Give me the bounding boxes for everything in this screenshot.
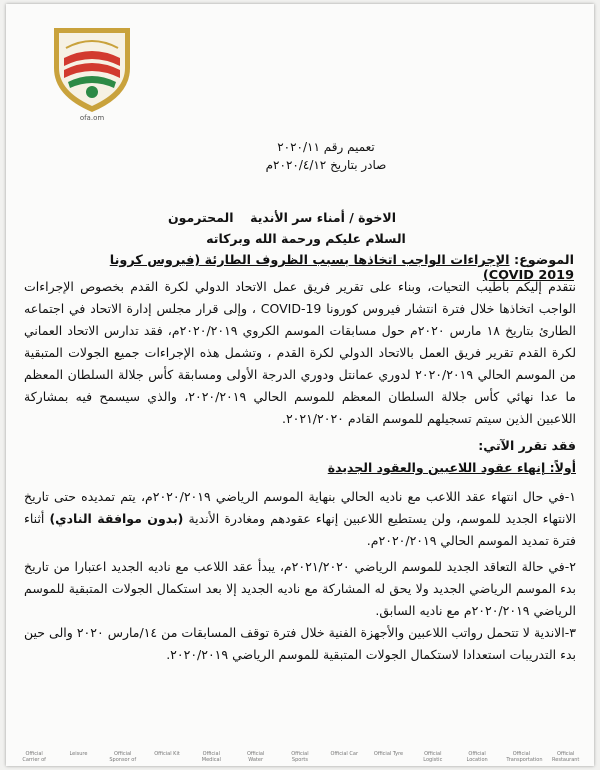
sponsor-label: Official Car <box>330 751 358 757</box>
subject-label: الموضوع: <box>513 253 574 268</box>
circular-number: تعميم رقم ٢٠٢٠/١١ <box>277 140 375 154</box>
sponsor-label: Official Sports <box>291 751 309 763</box>
addressee: الاخوة / أمناء سر الأندية <box>250 210 396 225</box>
issue-date: صادر بتاريخ ٢٠٢٠/٤/١٢م <box>265 158 387 172</box>
club-approval-note: (بدون موافقة النادي) <box>49 511 184 526</box>
intro-paragraph: نتقدم إليكم بأطيب التحيات، وبناء على تقرير فريق عمل الاتحاد الدولي لكرة القدم بخصوص الإجراءات الواجب اتخاذها خلال فترة انتشار فيروس كورونا COVID-19 ، وإلى قرار مجلس إدارة الاتحاد في اجتماعه الطارئ بتاريخ ١٨ مارس ٢٠٢٠م حول مسابقات الموسم الكروي ٢٠٢٠/٢٠١٩م، فقد تدارس الاتحاد العماني لكرة القدم تقرير فريق العمل بالاتحاد الدولي لكرة القدم ، وتشمل هذه الإجراءات جميع الجولات المتبقية من الموسم الحالي ٢٠٢٠/٢٠١٩ لدوري عمانتل ودوري الدرجة الأولى ومسابقة كأس جلالة السلطان المعظم ما عدا نهائي كأس جلالة السلطان المعظم للموسم الحالي ٢٠٢٠/٢٠١٩، والذي سيسمح فيه بمشاركة اللاعبين الذين سيتم تسجيلهم للموسم القادم ٢٠٢١/٢٠٢٠. <box>24 279 577 426</box>
sponsor-footer <box>6 751 594 765</box>
sponsor-label: Official Sponsor of <box>109 751 137 763</box>
sponsor-label: Leisure <box>69 751 88 757</box>
item-one-text: ١-في حال انتهاء عقد اللاعب مع ناديه الحالي بنهاية الموسم الرياضي ٢٠٢٠/٢٠١٩م، يتم تمديده حتى تاريخ الانتهاء الجديد للموسم، ولن يستطيع اللاعبين إنهاء عقودهم ومغادرة الأندية <box>24 489 577 526</box>
sponsor-label: Official Restaurant <box>552 751 580 763</box>
item-one <box>24 486 576 552</box>
greeting: السلام عليكم ورحمة الله وبركاته <box>206 231 406 246</box>
item-one-tail: أثناء فترة تمديد الموسم الحالي ٢٠٢٠/٢٠١٩م. <box>24 511 576 548</box>
federation-logo <box>44 22 140 130</box>
sponsor-label: Official Medical <box>201 751 221 763</box>
federation-emblem <box>44 22 140 114</box>
sponsor-label: Official Location <box>466 751 488 763</box>
sponsor-label: Official Tyre <box>373 751 404 757</box>
sponsor-label: Official Water <box>246 751 265 763</box>
honorific: المحترمون <box>168 210 234 225</box>
document-page <box>6 4 594 766</box>
section-one-title: أولاً: إنهاء عقود اللاعبين والعقود الجديدة <box>327 460 576 475</box>
logo-domain: ofa.om <box>79 114 105 122</box>
sponsor-label: Official Logistic <box>423 751 443 763</box>
sponsor-label: Official Transportation <box>506 751 543 763</box>
decision-heading: فقد تقرر الآتي: <box>478 438 576 453</box>
sponsor-label: Official Kit <box>154 751 180 757</box>
item-two: ٢-في حالة التعاقد الجديد للموسم الرياضي ٢٠٢١/٢٠٢٠م، يبدأ عقد اللاعب مع ناديه الجديد اعتبارا من تاريخ بدء الموسم الرياضي الجديد ولا يحق له المشاركة مع ناديه الجديد إلا بعد استكمال الجولات المتبقية للموسم الرياضي ٢٠٢٠/٢٠١٩م مع ناديه السابق. <box>24 559 576 618</box>
sponsor-label: Official Carrier of <box>22 751 46 763</box>
subject-text: الإجراءات الواجب اتخاذها بسبب الظروف الطارئة (فيروس كرونا COVID 2019) <box>109 253 574 283</box>
item-three: ٣-الاندية لا تتحمل رواتب اللاعبين والأجهزة الفنية خلال فترة توقف المسابقات من ١٤/مارس ٢٠٢٠ والى حين بدء التدريبات استعدادا لاستكمال الجولات المتبقية للموسم الرياضي ٢٠٢٠/٢٠١٩. <box>24 625 577 662</box>
